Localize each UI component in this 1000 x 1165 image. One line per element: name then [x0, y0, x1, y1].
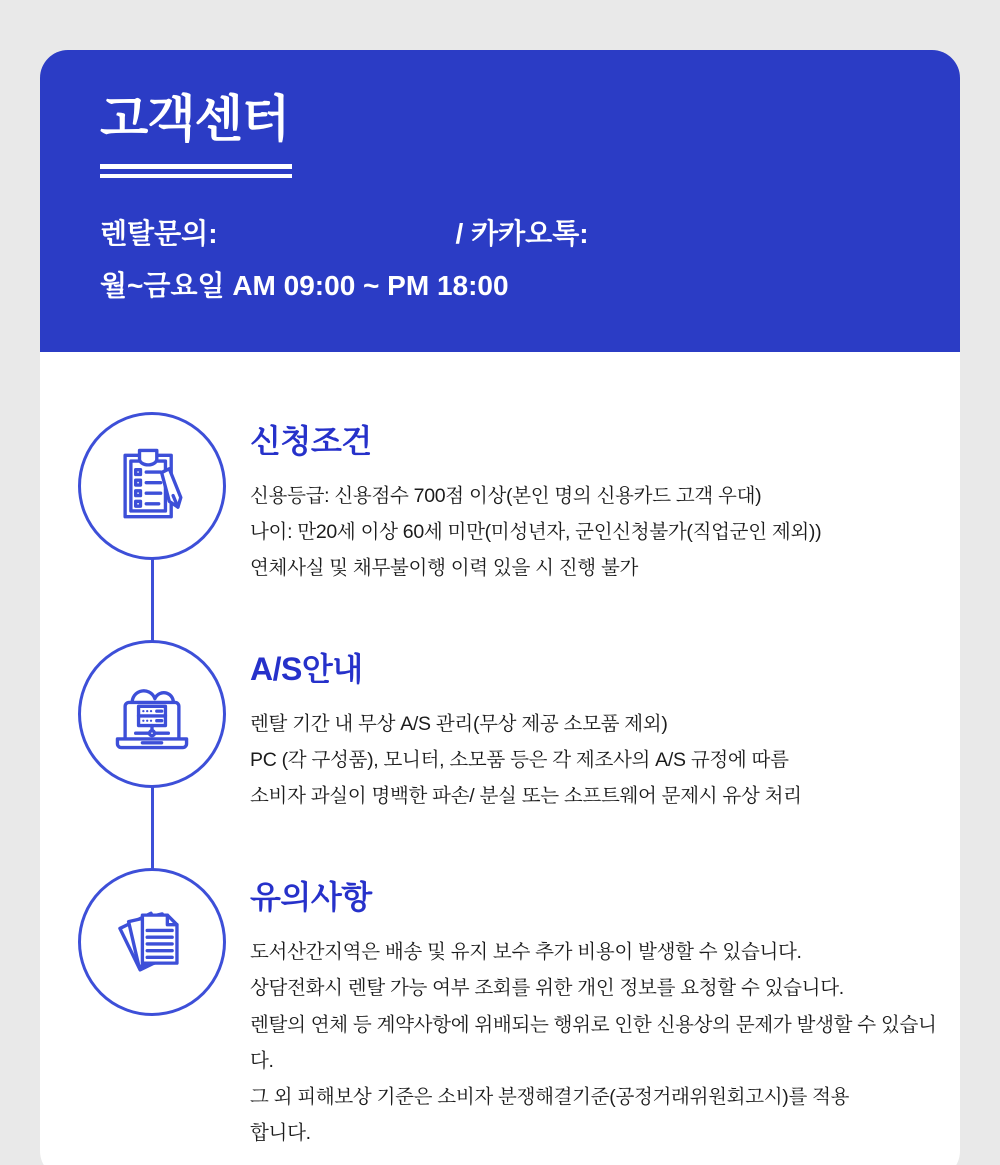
section-apply-conditions — [78, 412, 940, 586]
contact-row — [100, 212, 900, 252]
info-line: 나이: 만20세 이상 60세 미만(미성년자, 군인신청불가(직업군인 제외)) — [250, 521, 822, 544]
section-title: 유의사항 — [250, 879, 372, 916]
info-line: 연체사실 및 채무불이행 이력 있을 시 진행 불가 — [250, 557, 639, 580]
underline-bar — [100, 164, 292, 169]
documents-stack-icon — [104, 894, 200, 990]
info-line: 소비자 과실이 명백한 파손/ 분실 또는 소프트웨어 문제시 유상 처리 — [250, 785, 802, 808]
rental-inquiry-label: 렌탈문의: — [100, 218, 218, 249]
customer-center-body — [40, 352, 960, 1165]
business-hours: 월~금요일 AM 09:00 ~ PM 18:00 — [100, 270, 509, 301]
title-underline — [100, 164, 292, 178]
info-line: 그 외 피해보상 기준은 소비자 분쟁해결기준(공정거래위원회고시)를 적용합니다. — [250, 1085, 850, 1144]
info-line: 신용등급: 신용점수 700점 이상(본인 명의 신용카드 고객 우대) — [250, 485, 762, 507]
laptop-cloud-server-icon — [104, 666, 200, 762]
info-line: 도서산간지역은 배송 및 유지 보수 추가 비용이 발생할 수 있습니다. — [250, 941, 802, 964]
info-timeline — [78, 412, 940, 1151]
customer-center-card — [40, 50, 960, 1165]
clipboard-checklist-icon — [104, 438, 200, 534]
apply-conditions-content — [250, 412, 821, 586]
section-title: A/S안내 — [250, 651, 363, 688]
info-line: 렌탈 기간 내 무상 A/S 관리(무상 제공 소모품 제외) — [250, 713, 668, 736]
section-title: 신청조건 — [250, 423, 372, 459]
info-line: 렌탈의 연체 등 계약사항에 위배되는 행위로 인한 신용상의 문제가 발생할 수 있습니다. — [250, 1013, 937, 1072]
underline-bar — [100, 174, 292, 178]
page-title: 고객센터 — [100, 91, 290, 147]
as-guide-content — [250, 640, 802, 814]
kakao-talk-label: / 카카오톡: — [455, 218, 589, 249]
section-notice — [78, 868, 940, 1150]
as-guide-icon-circle — [78, 640, 226, 788]
customer-center-header — [40, 50, 960, 352]
info-line: 상담전화시 렌탈 가능 여부 조회를 위한 개인 정보를 요청할 수 있습니다. — [250, 977, 844, 1000]
section-as-guide — [78, 640, 940, 814]
info-line: PC (각 구성품), 모니터, 소모품 등은 각 제조사의 A/S 규정에 따름 — [250, 749, 789, 772]
notice-icon-circle — [78, 868, 226, 1016]
notice-content — [250, 868, 940, 1150]
apply-conditions-icon-circle — [78, 412, 226, 560]
